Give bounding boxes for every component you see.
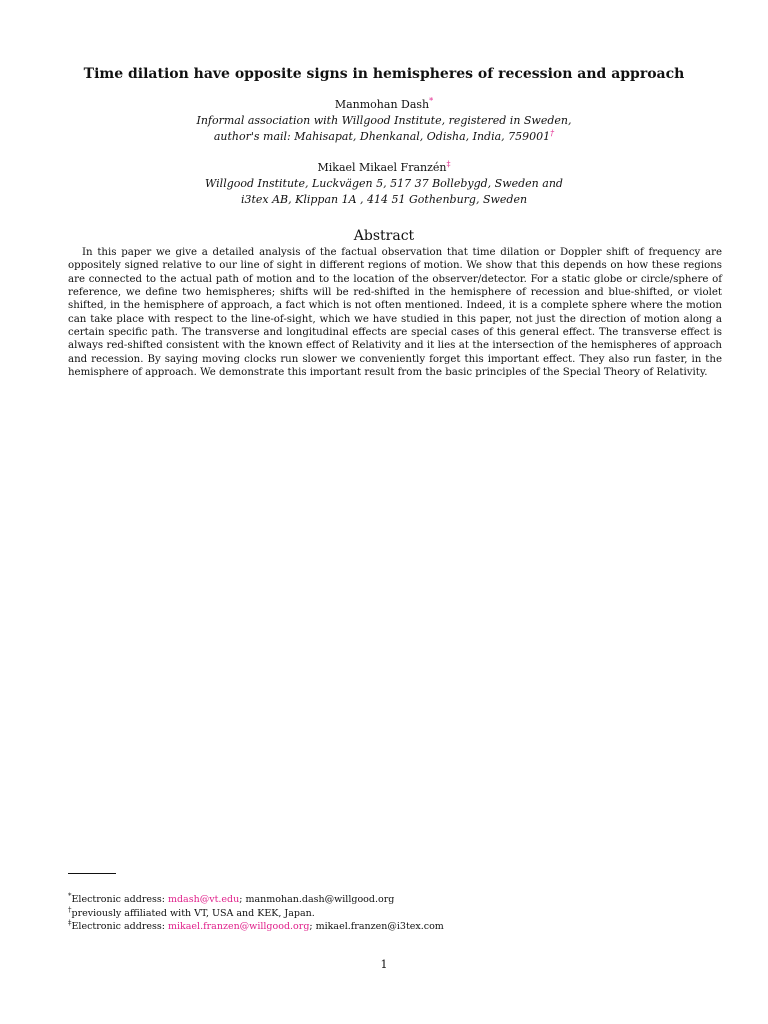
- author-1-affiliation-line-1: Informal association with Willgood Institute, registered in Sweden,: [196, 114, 572, 127]
- author-1-affiliation-footnote-marker[interactable]: †: [550, 128, 555, 138]
- author-2-footnote-marker[interactable]: ‡: [446, 159, 451, 169]
- author-name-1-text: Manmohan Dash: [334, 98, 430, 111]
- page-number: 1: [380, 958, 388, 971]
- footnotes: [68, 893, 722, 934]
- footnote-3-marker: ‡: [68, 918, 72, 927]
- author-name-2: [0, 160, 768, 176]
- footnote-3-email-link[interactable]: mikael.franzen@willgood.org: [167, 921, 310, 932]
- author-name-1: [0, 97, 768, 113]
- footnote-1-suffix: ; manmohan.dash@willgood.org: [239, 894, 395, 905]
- footnote-1-prefix: Electronic address:: [71, 894, 168, 905]
- footnote-2-text: previously affiliated with VT, USA and KEK, Japan.: [71, 907, 315, 919]
- author-1-footnote-marker[interactable]: *: [429, 96, 434, 106]
- author-name-2-text: Mikael Mikael Franzén: [317, 161, 447, 174]
- footnote-1: [68, 893, 722, 907]
- footnote-3-prefix: Electronic address:: [71, 921, 168, 932]
- footnote-2-marker: †: [68, 905, 72, 914]
- author-1-affiliation-line-2: author's mail: Mahisapat, Dhenkanal, Odisha, India, 759001: [213, 130, 551, 143]
- author-2-affiliation: [0, 176, 768, 208]
- author-1-affiliation: [0, 113, 768, 145]
- author-2-affiliation-line-1: Willgood Institute, Luckvägen 5, 517 37 Bollebygd, Sweden and: [205, 177, 563, 190]
- abstract-body: In this paper we give a detailed analysis of the factual observation that time dilation or Doppler shift of frequency are oppositely signed relative to our line of sight in different regions of motion. We show that this depends on how these regions are connected to the actual path of motion and to the location of the observer/detector. For a static globe or circle/sphere of reference, we define two hemispheres; shifts will be red-shifted in the hemisphere of recession and blue-shifted, or violet shifted, in the hemisphere of approach, a fact which is not often mentioned. Indeed, it is a complete sphere where the motion can take place with respect to the line-of-sight, which we have studied in this paper, not just the direction of motion along a certain specific path. The transverse and longitudinal effects are special cases of this general effect. The transverse effect is always red-shifted consistent with the known effect of Relativity and it lies at the intersection of the hemispheres of approach and recession. By saying moving clocks run slower we conveniently forget this important effect. They also run faster, in the hemisphere of approach. We demonstrate this important result from the basic principles of the Special Theory of Relativity.: [68, 247, 722, 379]
- footnote-3-suffix: ; mikael.franzen@i3tex.com: [309, 921, 444, 932]
- footnote-2: [68, 907, 722, 921]
- footnote-1-email-link[interactable]: mdash@vt.edu: [167, 894, 240, 905]
- abstract-heading: Abstract: [353, 228, 415, 244]
- paper-title: Time dilation have opposite signs in hemispheres of recession and approach: [83, 66, 685, 82]
- author-1-affiliation-line-2-wrap: [0, 129, 768, 145]
- footnote-divider: [68, 873, 116, 874]
- author-2-affiliation-line-2: i3tex AB, Klippan 1A , 414 51 Gothenburg, Sweden: [240, 193, 528, 206]
- footnote-1-marker: *: [68, 891, 72, 900]
- footnote-3: [68, 920, 722, 934]
